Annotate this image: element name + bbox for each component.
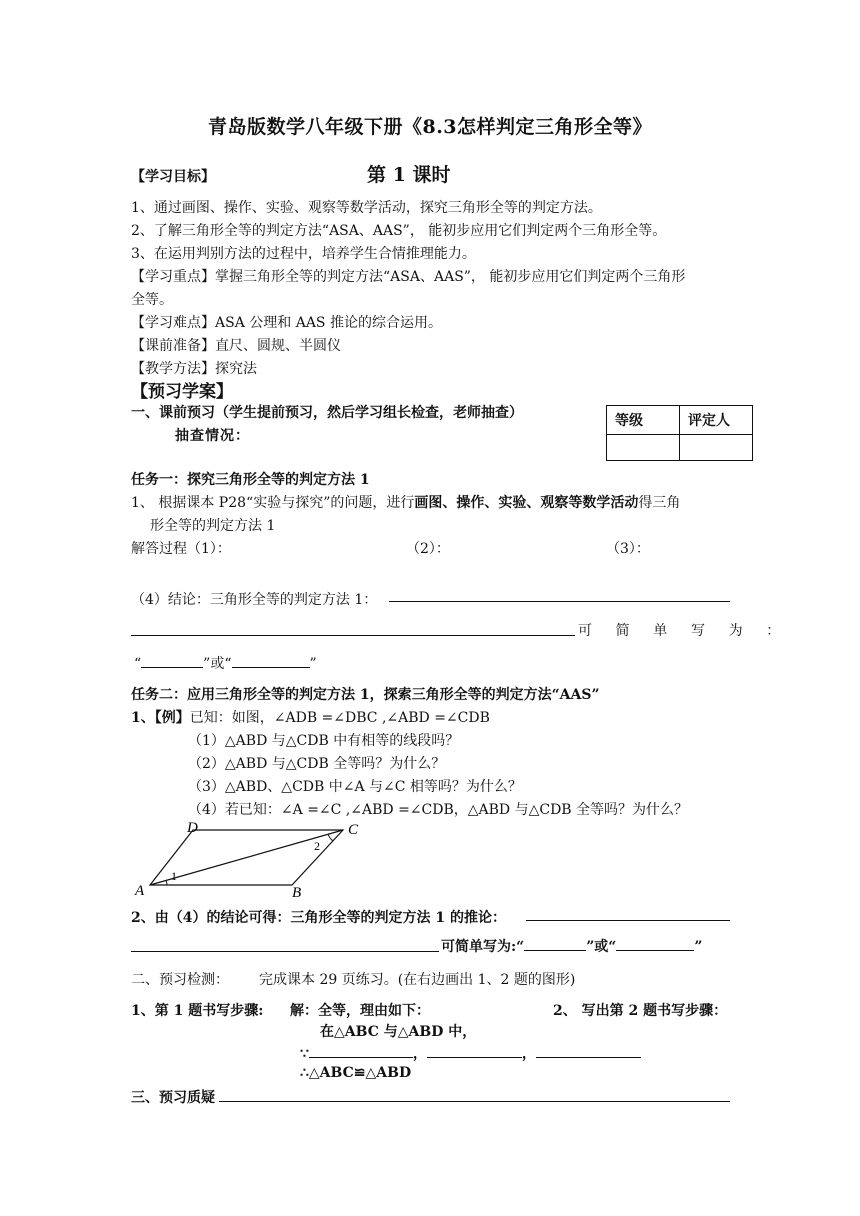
can-write-as-text: 可 简 单 写 为 ： bbox=[578, 623, 790, 639]
quote-close: ” bbox=[309, 656, 317, 672]
preparation: 【课前准备】直尺、圆规、半圆仪 bbox=[131, 338, 341, 354]
section3-blank[interactable] bbox=[219, 1101, 730, 1102]
vertex-d-label: D bbox=[187, 820, 198, 836]
objective-1: 1、通过画图、操作、实验、观察等数学活动，探究三角形全等的判定方法。 bbox=[131, 200, 602, 216]
key-point-line1: 【学习重点】掌握三角形全等的判定方法“ASA、AAS”， 能初步应用它们判定两个三角形 bbox=[131, 269, 686, 285]
condition-blank-3[interactable] bbox=[536, 1043, 641, 1058]
objective-2: 2、了解三角形全等的判定方法“ASA、AAS”， 能初步应用它们判定两个三角形全等。 bbox=[131, 223, 667, 239]
method: 【教学方法】探究法 bbox=[131, 361, 257, 377]
objectives-label: 【学习目标】 bbox=[131, 169, 215, 185]
lesson-number: 第 1 课时 bbox=[367, 164, 451, 186]
condition-blank-2[interactable] bbox=[427, 1043, 522, 1058]
evaluator-cell bbox=[680, 435, 753, 461]
inference-short-label: 可简单写为: bbox=[441, 939, 517, 955]
angle-2-label: 2 bbox=[314, 839, 320, 853]
question-1: （1）△ABD 与△CDB 中有相等的线段吗？ bbox=[188, 733, 460, 749]
conclusion-label: （4）结论：三角形全等的判定方法 1： bbox=[131, 592, 378, 608]
inference-quote-or: ”或“ bbox=[586, 939, 617, 955]
comma-1: ， bbox=[412, 1046, 427, 1062]
conclusion-blank-2[interactable] bbox=[131, 635, 575, 636]
because-line bbox=[300, 1043, 641, 1063]
difficulty: 【学习难点】ASA 公理和 AAS 推论的综合运用。 bbox=[131, 315, 442, 331]
check-status: 抽查情况： bbox=[175, 428, 250, 444]
q2-label: 2、 写出第 2 题书写步骤： bbox=[553, 1003, 728, 1019]
task1-item bbox=[131, 492, 680, 512]
grade-header: 等级 bbox=[607, 406, 680, 435]
short-form-blank-2[interactable] bbox=[232, 653, 310, 668]
task1-item-suffix: 得三角 bbox=[638, 495, 681, 511]
inference-label: 2、由（4）的结论可得：三角形全等的判定方法 1 的推论： bbox=[131, 910, 506, 926]
evaluator-header: 评定人 bbox=[680, 406, 753, 435]
short-form-blank-1[interactable] bbox=[141, 653, 203, 668]
section3-label: 三、预习质疑 bbox=[131, 1090, 215, 1106]
conclusion-blank[interactable] bbox=[389, 601, 730, 602]
quote-open: “ bbox=[134, 656, 142, 672]
because-symbol: ∵ bbox=[300, 1046, 309, 1062]
question-2: （2）△ABD 与△CDB 全等吗？为什么？ bbox=[188, 756, 446, 772]
solution-3: （3）： bbox=[606, 541, 650, 557]
therefore-line: ∴△ABC≌△ABD bbox=[300, 1065, 412, 1081]
inference-quote-open: “ bbox=[516, 939, 525, 955]
task1-heading: 任务一：探究三角形全等的判定方法 1 bbox=[131, 472, 370, 488]
quote-or: ”或“ bbox=[203, 656, 232, 672]
example-text: 已知：如图，∠ADB =∠DBC ,∠ABD =∠CDB bbox=[189, 710, 490, 726]
q1-answer: 解：全等，理由如下： bbox=[290, 1003, 430, 1019]
inference-blank-2[interactable] bbox=[131, 951, 439, 952]
section1-heading: 一、课前预习（学生提前预习，然后学习组长检查，老师抽查） bbox=[131, 405, 523, 421]
angle-2-arc bbox=[328, 834, 333, 841]
can-write-as bbox=[578, 620, 790, 640]
inference-short-blank-1[interactable] bbox=[524, 936, 586, 951]
parallelogram-figure bbox=[125, 815, 375, 900]
inference-blank-1[interactable] bbox=[526, 920, 730, 921]
example bbox=[131, 707, 490, 727]
grade-table bbox=[606, 405, 753, 461]
q1-label: 1、第 1 题书写步骤: bbox=[131, 1003, 264, 1019]
section2-label: 二、预习检测： bbox=[131, 972, 229, 988]
inference-short-blank-2[interactable] bbox=[616, 936, 694, 951]
task1-item-bold: 画图、操作、实验、观察等数学活动 bbox=[414, 495, 639, 511]
condition-blank-1[interactable] bbox=[309, 1043, 413, 1058]
inference-short bbox=[441, 936, 702, 956]
preview-heading: 【预习学案】 bbox=[131, 382, 233, 402]
inference-quote-close: ” bbox=[694, 939, 703, 955]
section2-text: 完成课本 29 页练习。(在右边画出 1、2 题的图形) bbox=[259, 972, 576, 988]
objective-3: 3、在运用判别方法的过程中，培养学生合情推理能力。 bbox=[131, 246, 476, 262]
task1-item-line2: 形全等的判定方法 1 bbox=[150, 518, 276, 534]
task2-heading: 任务二：应用三角形全等的判定方法 1，探索三角形全等的判定方法“AAS” bbox=[131, 687, 600, 703]
angle-1-label: 1 bbox=[171, 869, 177, 883]
solution-2: （2）： bbox=[406, 541, 450, 557]
solution-1: 解答过程（1）： bbox=[131, 541, 231, 557]
page-title: 青岛版数学八年级下册《8.3怎样判定三角形全等》 bbox=[207, 116, 653, 138]
question-4: （4）若已知：∠A =∠C ,∠ABD =∠CDB，△ABD 与△CDB 全等吗？为什么？ bbox=[188, 802, 689, 818]
short-form bbox=[134, 653, 317, 673]
task1-item-prefix: 1、 根据课本 P28“实验与探究”的问题，进行 bbox=[131, 495, 415, 511]
vertex-c-label: C bbox=[348, 822, 359, 838]
in-triangles: 在△ABC 与△ABD 中， bbox=[320, 1024, 477, 1040]
comma-2: ， bbox=[521, 1046, 536, 1062]
example-prefix: 1、【例】 bbox=[131, 710, 190, 726]
vertex-b-label: B bbox=[292, 885, 302, 900]
question-3: （3）△ABD、△CDB 中∠A 与∠C 相等吗？为什么？ bbox=[188, 779, 522, 795]
grade-cell bbox=[607, 435, 680, 461]
key-point-line2: 全等。 bbox=[131, 292, 173, 308]
vertex-a-label: A bbox=[135, 883, 145, 899]
